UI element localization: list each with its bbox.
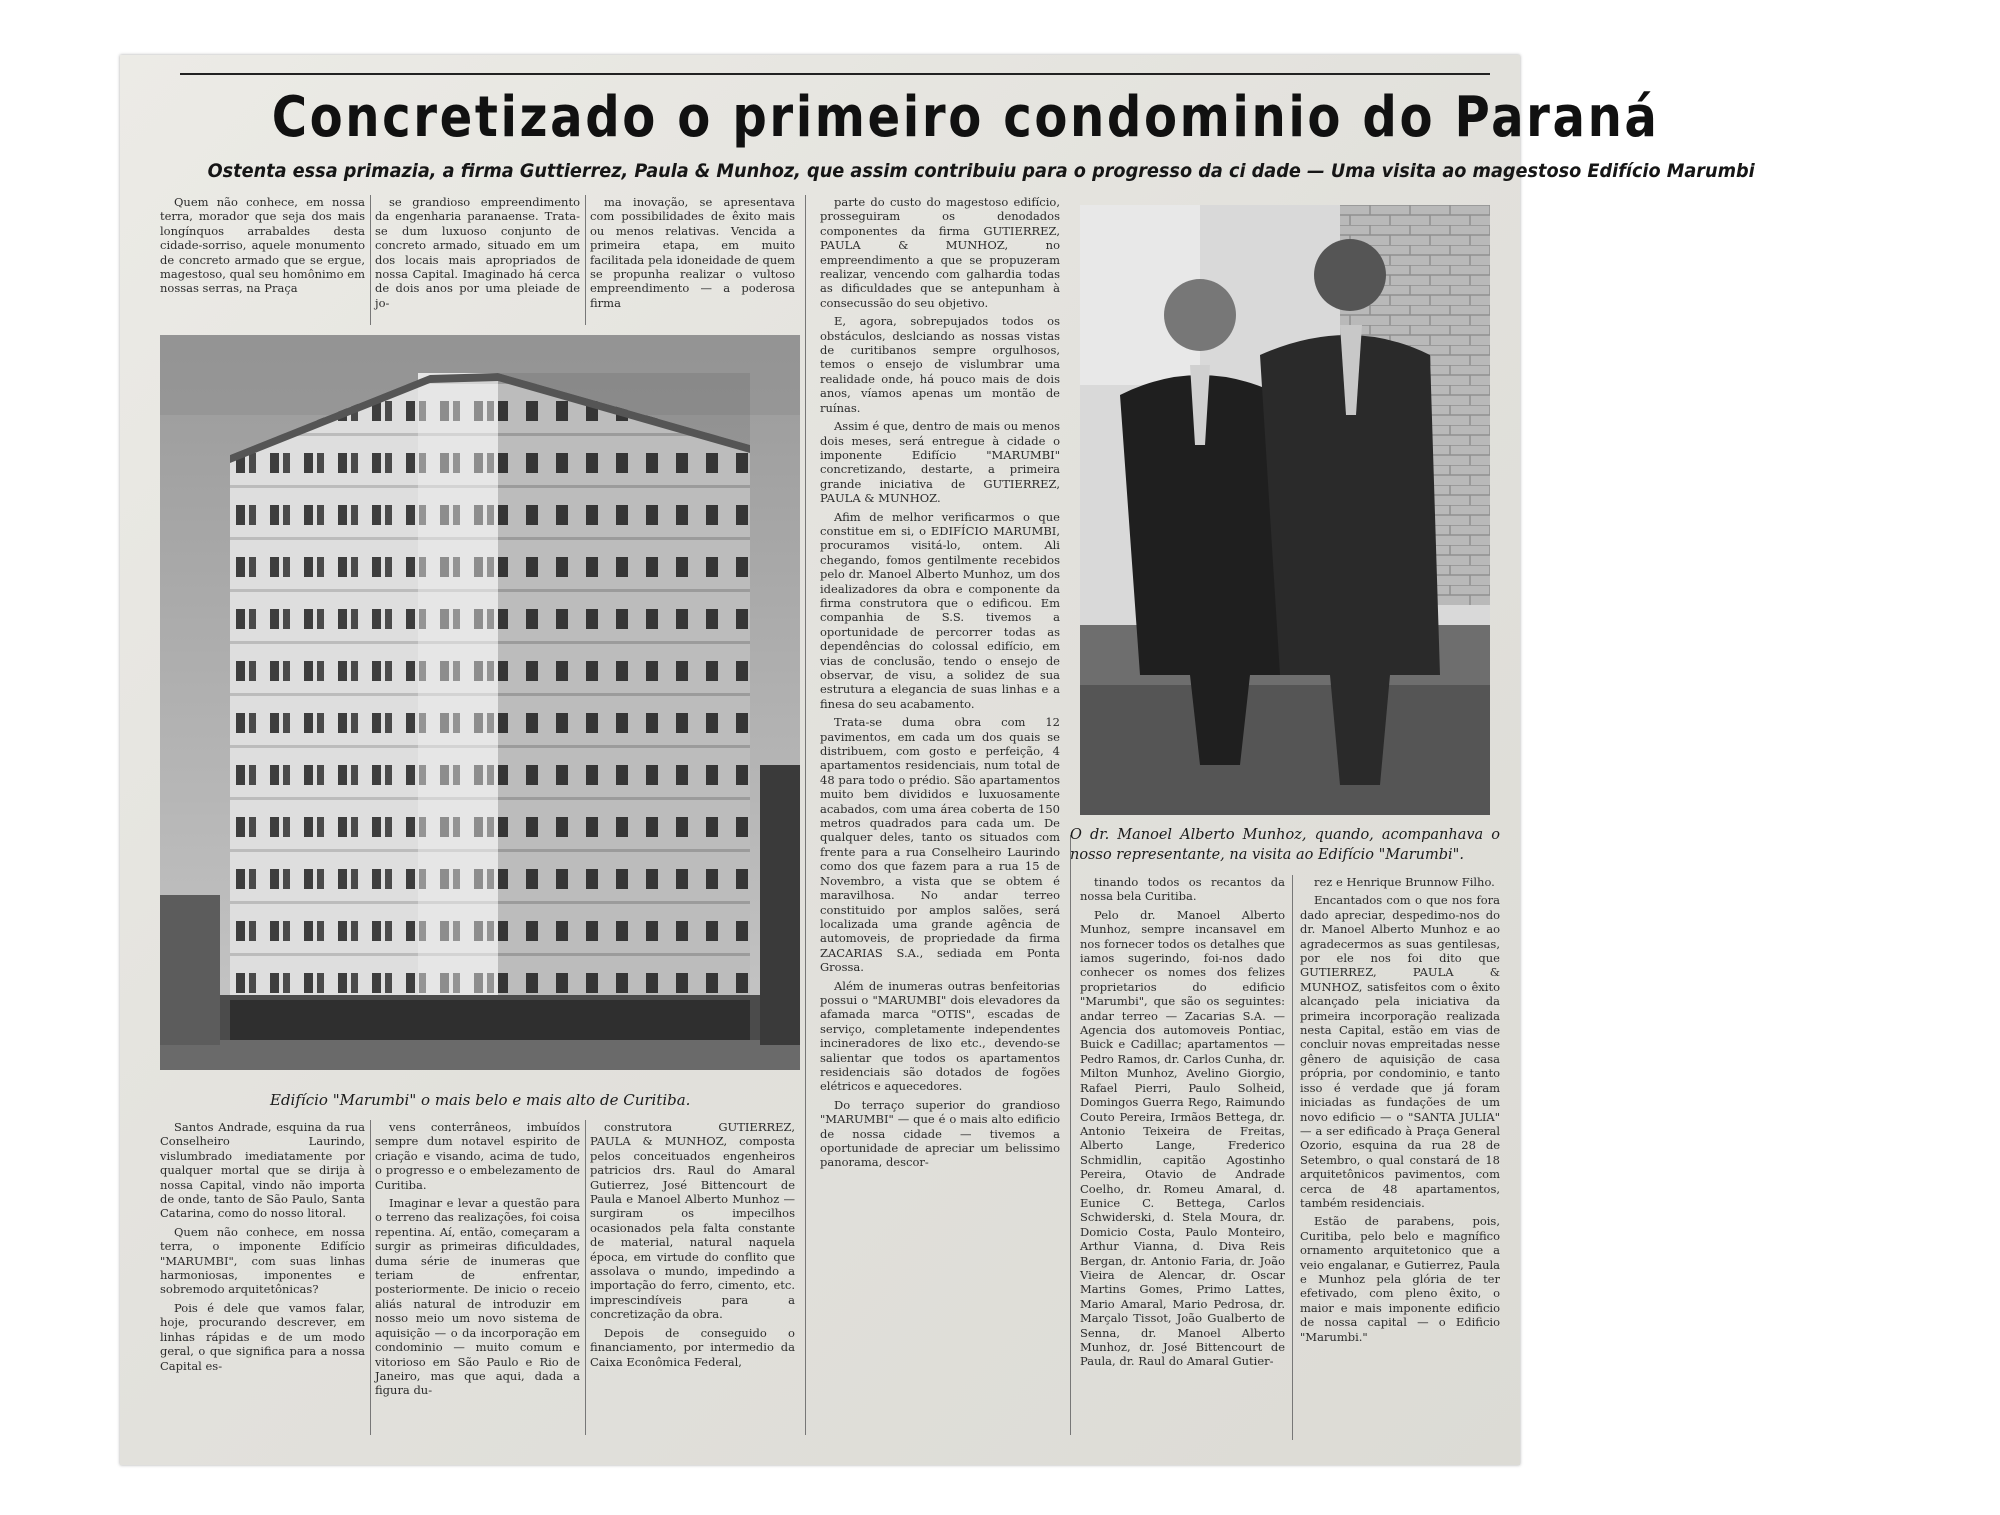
- paragraph: Assim é que, dentro de mais ou menos dois meses, será entregue à cidade o imponente Edifício "MARUMBI" concretizando, destarte, a primeira grande iniciativa de GUTIERREZ, PAULA & MUNHOZ.: [820, 419, 1060, 506]
- paragraph: Quem não conhece, em nossa terra, o imponente Edifício "MARUMBI", com suas linhas harmoniosas, imponentes e sobremodo arquitetônicas?: [160, 1224, 365, 1297]
- building-caption: Edifício "Marumbi" o mais belo e mais alto de Curitiba.: [270, 1091, 691, 1109]
- paragraph: Pois é dele que vamos falar, hoje, procurando descrever, em linhas rápidas e de um modo geral, o que significa para a nossa Capital es-: [160, 1300, 365, 1373]
- paragraph: ma inovação, se apresentava com possibilidades de êxito mais ou menos relativas. Vencida a primeira etapa, em muito facilitada pela idoneidade de quem se propunha realizar o vultoso empreendimento — a poderosa firma: [590, 195, 795, 310]
- column-divider: [1292, 875, 1293, 1440]
- top-column-2: [375, 195, 580, 330]
- paragraph: Depois de conseguido o financiamento, por intermedio da Caixa Econômica Federal,: [590, 1325, 795, 1369]
- paragraph: se grandioso empreendimento da engenharia paranaense. Trata-se dum luxuoso conjunto de concreto armado, situado em um dos locais mais apropriados de nossa Capital. Imaginado há cerca de dois anos por uma pleiade de jo-: [375, 195, 580, 310]
- bottom-column-3: [590, 1120, 795, 1440]
- top-column-3: [590, 195, 795, 330]
- middle-column: [820, 195, 1060, 1435]
- paragraph: Pelo dr. Manoel Alberto Munhoz, sempre incansavel em nos fornecer todos os detalhes que iamos sugerindo, foi-nos dado conhecer os nomes dos felizes proprietarios do edificio "Marumbi", que são os seguintes: andar terreo — Zacarias S.A. — Agencia dos automoveis Pontiac, Buick e Cadillac; apartamentos — Pedro Ramos, dr. Carlos Cunha, dr. Milton Munhoz, Avelino Giorgio, Rafael Pierri, Paulo Solheid, Domingos Guerra Rego, Raimundo Couto Pereira, Irmãos Bettega, dr. Antonio Teixeira de Freitas, Alberto Lange, Frederico Schmidlin, capitão Agostinho Pereira, Otavio de Andrade Coelho, dr. Romeu Amaral, d. Eunice C. Bettega, Carlos Schwiderski, d. Stela Moura, dr. Domicio Costa, Paulo Monteiro, Arthur Vianna, d. Diva Reis Bergan, dr. Antonio Faria, dr. João Vieira de Alencar, dr. Oscar Martins Gomes, Primo Lattes, Mario Amaral, Mario Pedrosa, dr. Marçalo Tissot, João Gualberto de Senna, dr. Manoel Alberto Munhoz, dr. José Bittencourt de Paula, dr. Raul do Amaral Gutier-: [1080, 907, 1285, 1369]
- column-divider: [370, 1120, 371, 1435]
- paragraph: Além de inumeras outras benfeitorias possui o "MARUMBI" dois elevadores da afamada marca "OTIS", escadas de serviço, completamente independentes incineradores de lixo etc., devendo-se salientar que todos os apartamentos residenciais são dotados de fogões elétricos e aquecedores.: [820, 978, 1060, 1094]
- paragraph: Imaginar e levar a questão para o terreno das realizações, foi coisa repentina. Aí, então, começaram a surgir as primeiras dificuldades, duma série de inumeras que teriam de enfrentar, posteriormente. De inicio o receio aliás natural de introduzir em nosso meio um novo sistema de aquisição — o da incorporação em condominio — muito comum e vitorioso em São Paulo e Rio de Janeiro, mas que aqui, dada a figura du-: [375, 1196, 580, 1398]
- bottom-column-2: [375, 1120, 580, 1440]
- newspaper-clipping: [120, 55, 1755, 1465]
- paragraph: E, agora, sobrepujados todos os obstáculos, deslciando as nossas vistas de curitibanos sempre orgulhosos, temos o ensejo de vislumbrar uma realidade onde, há pouco mais de dois anos, víamos apenas um montão de ruínas.: [820, 314, 1060, 415]
- bottom-column-1: [160, 1120, 365, 1440]
- paragraph: construtora GUTIERREZ, PAULA & MUNHOZ, composta pelos conceituados engenheiros patricios drs. Raul do Amaral Gutierrez, José Bittencourt de Paula e Manoel Alberto Munhoz — surgiram os impecilhos ocasionados pela falta constante de material, natural naquela época, em virtude do conflito que assolava o mundo, impedindo a importação do ferro, cimento, etc. imprescindíveis para a concretização da obra.: [590, 1120, 795, 1322]
- column-divider: [370, 195, 371, 325]
- paragraph: Encantados com o que nos fora dado apreciar, despedimo-nos do dr. Manoel Alberto Munhoz e ao agradecermos as suas gentilesas, por ele nos foi dito que GUTIERREZ, PAULA & MUNHOZ, satisfeitos com o êxito alcançado pela iniciativa da primeira incorporação realizada nesta Capital, estão em vias de concluir novas empreitadas nesse gênero de aquisição de casa própria, por condominio, e tanto isso é verdade que já foram iniciadas as fundações de um novo edificio — o "SANTA JULIA" — a ser edificado à Praça General Ozorio, esquina da rua 28 de Setembro, o qual constará de 18 arquitetônicos pavimentos, com cerca de 48 apartamentos, também residenciais.: [1300, 893, 1500, 1210]
- paragraph: rez e Henrique Brunnow Filho.: [1314, 875, 1495, 889]
- paragraph: tinando todos os recantos da nossa bela Curitiba.: [1080, 875, 1285, 904]
- column-divider: [585, 195, 586, 325]
- paragraph: Santos Andrade, esquina da rua Conselheiro Laurindo, vislumbrado imediatamente por qualquer mortal que se dirija à nossa Capital, vindo não importa de onde, tanto de São Paulo, Santa Catarina, como do nosso litoral.: [160, 1120, 365, 1221]
- paragraph: parte do custo do magestoso edifício, prosseguiram os denodados componentes da firma GUTIERREZ, PAULA & MUNHOZ, no empreendimento a que se propuzeram realizar, vencendo com galhardia todas as dificuldades que se antepunham à consecussão do seu objetivo.: [820, 195, 1060, 310]
- portrait-caption: O dr. Manoel Alberto Munhoz, quando, acompanhava o nosso representante, na visita ao Edifício "Marumbi".: [1070, 827, 1500, 863]
- column-divider: [585, 1120, 586, 1435]
- top-rule: [180, 73, 1490, 75]
- column-divider: [1070, 835, 1071, 1435]
- building-photo: [160, 335, 800, 1070]
- bottom-column-5: [1300, 875, 1500, 1440]
- subheadline: Ostenta essa primazia, a firma Guttierrez, Paula & Munhoz, que assim contribuiu para o progresso da ci dade — Uma visita ao magestoso Edifício Marumbi: [207, 160, 1755, 182]
- paragraph: Quem não conhece, em nossa terra, morador que seja dos mais longínquos arrabaldes desta cidade-sorriso, aquele monumento de concreto armado que se ergue, magestoso, qual seu homônimo em nossas serras, na Praça: [160, 195, 365, 296]
- column-divider: [805, 195, 806, 1435]
- headline: Concretizado o primeiro condominio do Paraná: [271, 85, 1660, 150]
- paragraph: Estão de parabens, pois, Curitiba, pelo belo e magnífico ornamento arquitetonico que a veio engalanar, e Gutierrez, Paula e Munhoz pela glória de ter efetivado, com pleno êxito, o maior e mais imponente edificio de nossa capital — o Edificio "Marumbi.": [1300, 1214, 1500, 1344]
- paragraph: vens conterrâneos, imbuídos sempre dum notavel espirito de criação e visando, acima de tudo, o progresso e o embelezamento de Curitiba.: [375, 1120, 580, 1192]
- building-image: [160, 335, 800, 1070]
- bottom-column-4: [1080, 875, 1285, 1440]
- paragraph: Do terraço superior do grandioso "MARUMBI" — que é o mais alto edificio de nossa cidade — tivemos a oportunidade de apreciar um belissimo panorama, descor-: [820, 1097, 1060, 1170]
- top-column-1: [160, 195, 365, 330]
- paragraph: Trata-se duma obra com 12 pavimentos, em cada um dos quais se distribuem, com gosto e perfeição, 4 apartamentos residenciais, num total de 48 para todo o prédio. São apartamentos muito bem divididos e luxuosamente acabados, com uma área coberta de 150 metros quadrados para cada um. De qualquer deles, tanto os situados com frente para a rua Conselheiro Laurindo como dos que fazem para a rua 15 de Novembro, a vista que se obtem é maravilhosa. No andar terreo constituido por amplos salões, será localizada uma grande agência de automoveis, de propriedade da firma ZACARIAS S.A., sediada em Ponta Grossa.: [820, 715, 1060, 975]
- portrait-image: [1080, 205, 1490, 815]
- portrait-photo: [1080, 205, 1490, 815]
- paragraph: Afim de melhor verificarmos o que constitue em si, o EDIFÍCIO MARUMBI, procuramos visitá-lo, ontem. Ali chegando, fomos gentilmente recebidos pelo dr. Manoel Alberto Munhoz, um dos idealizadores da obra e componente da firma construtora que o edificou. Em companhia de S.S. tivemos a oportunidade de percorrer todas as dependências do colossal edifício, em vias de conclusão, tendo o ensejo de observar, de visu, a solidez de sua estrutura a elegancia de suas linhas e a finesa do seu acabamento.: [820, 509, 1060, 711]
